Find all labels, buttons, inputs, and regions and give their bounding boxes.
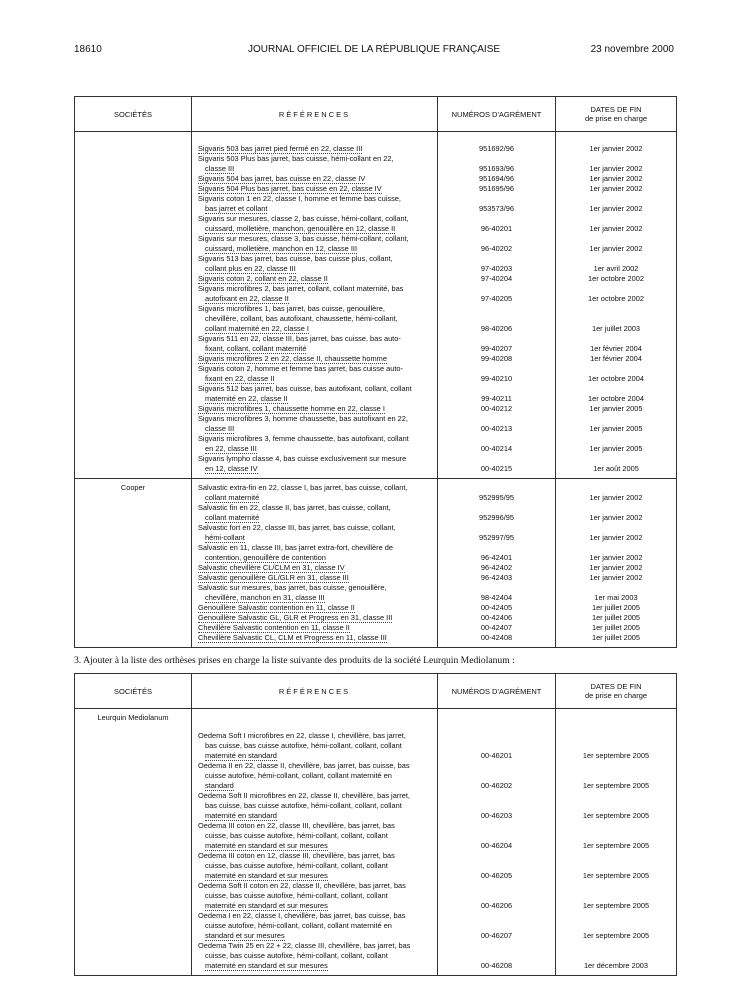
reference-line [198,851,433,861]
reference-text: Sigvaris sur mesures, classe 3, bas cuisse, hémi-collant, collant, [198,234,409,243]
reference-line [198,344,433,354]
header-references [192,674,438,709]
agrement-number: 953573/96 [479,204,514,213]
reference-entry [198,613,433,623]
reference-line [198,731,433,741]
header-dates-line2: de prise en charge [584,114,648,123]
agrement-number: 97-40204 [480,274,513,283]
agrement-number: 00-40214 [480,444,513,453]
reference-text: Salvastic extra-fin en 22, classe I, bas jarret, bas cuisse, collant, [198,483,408,492]
agrement-number: 96-40202 [480,244,513,253]
reference-text: cuissard, molletière, manchon, genouillère en 12, classe II [205,224,396,233]
end-date: 1er janvier 2002 [589,573,643,582]
reference-text: bas jarret et collant [205,204,268,213]
company-group-row [75,479,677,648]
header-numeros: NUMÉROS D'AGRÉMENT [438,97,556,132]
reference-line [198,454,433,464]
header-dates [556,97,677,132]
reference-text: Oedema Twin 25 en 22 + 22, classe III, chevillère, bas jarret, bas [198,941,411,950]
header-references-label: RÉFÉRENCES [278,686,351,696]
reference-line [198,483,433,493]
reference-text: Salvastic fin en 22, classe II, bas jarret, bas cuisse, collant, [198,503,391,512]
reference-line [198,613,433,623]
agrement-number-cell [438,709,556,976]
reference-text: classe III [205,424,235,433]
products-table-1 [74,96,677,648]
reference-entry [198,404,433,414]
end-date: 1er septembre 2005 [582,841,650,850]
reference-line [198,921,433,931]
reference-entry [198,583,433,603]
agrement-number: 951692/96 [479,144,514,153]
reference-line [198,154,433,164]
reference-text: Sigvaris microfibres 1, bas jarret, bas cuisse, genouillère, [198,304,385,313]
reference-entry [198,573,433,583]
reference-text: Salvastic en 11, classe III, bas jarret extra-fort, chevillère de [198,543,393,552]
reference-text: Sigvaris microfibres 3, homme chaussette, bas autofixant en 22, [198,414,408,423]
reference-line [198,493,433,503]
reference-text: Genouillère Salvastic GL, GLR et Progress en 31, classe III [198,613,393,622]
end-date: 1er décembre 2003 [583,961,649,970]
reference-line [198,941,433,951]
reference-line [198,294,433,304]
reference-line [198,901,433,911]
reference-line [198,523,433,533]
reference-text: Sigvaris 503 bas jarret pied fermé en 22, classe III [198,144,363,153]
reference-text: maternité en standard et sur mesures [205,841,328,850]
reference-entry [198,941,433,971]
agrement-number: 00-42405 [480,603,513,612]
reference-line [198,801,433,811]
reference-line [198,364,433,374]
end-date: 1er septembre 2005 [582,781,650,790]
reference-text: Salvastic fort en 22, classe III, bas jarret, bas cuisse, collant, [198,523,396,532]
reference-text: cuisse, bas cuisse autofixe, hémi-collant, collant, collant [205,891,388,900]
references-cell [192,709,438,976]
reference-line [198,184,433,194]
agrement-number: 00-46204 [480,841,513,850]
agrement-number: 00-42408 [480,633,513,642]
agrement-number: 952997/95 [479,533,514,542]
products-table-2 [74,673,677,976]
reference-entry [198,881,433,911]
reference-entry [198,194,433,214]
reference-line [198,751,433,761]
reference-entry [198,284,433,304]
reference-text: collant maternité en 22, classe I [205,324,309,333]
reference-text: collant maternité [205,493,260,502]
reference-entry [198,274,433,284]
reference-line [198,951,433,961]
reference-text: Oedema II en 22, classe II, chevillère, bas jarret, bas cuisse, bas [198,761,410,770]
reference-text: Oedema Soft II microfibres en 22, classe II, chevillère, bas jarret, [198,791,410,800]
reference-entry [198,414,433,434]
reference-text: bas cuisse, bas cuisse autofixe, hémi-collant, collant, collant [205,741,402,750]
reference-entry [198,434,433,454]
reference-text: Salvastic sur mesures, bas jarret, bas cuisse, genouillère, [198,583,387,592]
reference-text: cuissard, molletière, manchon en 12, classe III [205,244,357,253]
reference-text: Sigvaris 512 bas jarret, bas cuisse, bas autofixant, collant, collant [198,384,412,393]
agrement-number: 97-40203 [480,264,513,273]
reference-text: contention, genouillère de contention [205,553,326,562]
reference-text: Sigvaris coton 2, collant en 22, classe II [198,274,328,283]
reference-line [198,264,433,274]
reference-line [198,791,433,801]
reference-text: maternité en 22, classe II [205,394,288,403]
reference-entry [198,603,433,613]
end-date: 1er janvier 2002 [589,184,643,193]
agrement-number: 98-42404 [480,593,513,602]
reference-entry [198,911,433,941]
agrement-number: 99-40210 [480,374,513,383]
agrement-number: 97-40205 [480,294,513,303]
reference-line [198,831,433,841]
journal-title: JOURNAL OFFICIEL DE LA RÉPUBLIQUE FRANÇAISE [247,44,501,55]
reference-text: en 12, classe IV [205,464,258,473]
reference-line [198,324,433,334]
reference-line [198,204,433,214]
reference-text: Sigvaris coton 2, homme et femme bas jarret, bas cuisse auto- [198,364,403,373]
reference-entry [198,851,433,881]
company-cell: Leurquin Mediolanum [75,709,192,976]
agrement-number: 98-40206 [480,324,513,333]
reference-line [198,144,433,154]
agrement-number: 952995/95 [479,493,514,502]
agrement-number-cell [438,479,556,648]
reference-entry [198,503,433,523]
reference-text: Salvastic chevillère CL/CLM en 31, classe IV [198,563,345,572]
reference-text: fixant en 22, classe II [205,374,275,383]
reference-line [198,444,433,454]
end-date: 1er janvier 2002 [589,553,643,562]
end-date: 1er septembre 2005 [582,811,650,820]
reference-line [198,274,433,284]
reference-text: en 22, classe III [205,444,257,453]
reference-text: chevillère, collant, bas autofixant, chaussette, hémi-collant, [205,314,398,323]
reference-line [198,911,433,921]
reference-line [198,224,433,234]
end-date: 1er janvier 2002 [589,563,643,572]
reference-entry [198,633,433,643]
reference-text: Sigvaris microfibres 1, chaussette homme en 22, classe I [198,404,385,413]
reference-line [198,543,433,553]
reference-text: Sigvaris microfibres 2 en 22, classe II, chaussette homme [198,354,387,363]
reference-text: Sigvaris coton 1 en 22, classe I, homme et femme bas cuisse, [198,194,401,203]
reference-text: Sigvaris 504 bas jarret, bas cuisse en 22, classe IV [198,174,366,183]
reference-line [198,244,433,254]
agrement-number: 00-46208 [480,961,513,970]
agrement-number: 00-46206 [480,901,513,910]
reference-line [198,533,433,543]
agrement-number: 96-40201 [480,224,513,233]
reference-entry [198,623,433,633]
reference-entry [198,761,433,791]
reference-entry [198,304,433,334]
company-cell: Cooper [75,479,192,648]
reference-entry [198,731,433,761]
publication-date: 23 novembre 2000 [590,44,674,55]
end-date: 1er janvier 2002 [589,204,643,213]
reference-text: Sigvaris microfibres 3, femme chaussette, bas autofixant, collant [198,434,409,443]
end-date: 1er octobre 2002 [588,274,644,283]
reference-line [198,234,433,244]
reference-text: standard et sur mesures [205,931,285,940]
agrement-number: 952996/95 [479,513,514,522]
reference-text: fixant, collant, collant maternité [205,344,307,353]
header-societes: SOCIÉTÉS [75,674,192,709]
reference-text: Salvastic genouillère GL/GLR en 31, classe III [198,573,349,582]
reference-line [198,164,433,174]
agrement-number: 00-46203 [480,811,513,820]
reference-entry [198,234,433,254]
reference-line [198,871,433,881]
reference-line [198,633,433,643]
reference-entry [198,254,433,274]
agrement-number: 951693/96 [479,164,514,173]
reference-line [198,841,433,851]
reference-line [198,334,433,344]
agrement-number: 99-40207 [480,344,513,353]
reference-text: Chevillère Salvastic contention en 11, classe II [198,623,350,632]
reference-text: autofixant en 22, classe II [205,294,289,303]
header-references-label: RÉFÉRENCES [278,109,351,119]
reference-text: Sigvaris 513 bas jarret, bas cuisse, bas cuisse plus, collant, [198,254,393,263]
header-dates [556,674,677,709]
end-date: 1er juillet 2003 [591,324,641,333]
reference-text: cuisse autofixe, hémi-collant, collant, collant maternité en [205,771,392,780]
reference-line [198,434,433,444]
end-date: 1er septembre 2005 [582,901,650,910]
reference-text: cuisse, bas cuisse autofixe, hémi-collant, collant, collant [205,861,388,870]
end-date: 1er janvier 2002 [589,513,643,522]
reference-entry [198,154,433,174]
reference-text: collant plus en 22, classe III [205,264,296,273]
reference-line [198,384,433,394]
end-date: 1er février 2004 [590,354,642,363]
reference-line [198,881,433,891]
company-cell [75,132,192,479]
reference-line [198,394,433,404]
agrement-number: 00-40212 [480,404,513,413]
reference-entry [198,483,433,503]
end-date: 1er septembre 2005 [582,871,650,880]
reference-line [198,464,433,474]
reference-entry [198,543,433,563]
company-group-row [75,709,677,976]
reference-line [198,741,433,751]
reference-line [198,503,433,513]
references-cell [192,132,438,479]
end-date: 1er janvier 2005 [589,424,643,433]
end-date-cell [556,709,677,976]
end-date: 1er octobre 2004 [588,394,644,403]
end-date: 1er janvier 2002 [589,533,643,542]
reference-text: cuisse, bas cuisse autofixe, hémi-collant, collant, collant [205,831,388,840]
reference-text: chevillère, manchon en 31, classe III [205,593,325,602]
reference-text: cuisse autofixe, hémi-collant, collant, collant maternité en [205,921,392,930]
agrement-number-cell [438,132,556,479]
reference-text: Sigvaris 503 Plus bas jarret, bas cuisse, hémi-collant en 22, [198,154,394,163]
reference-text: maternité en standard et sur mesures [205,871,328,880]
references-cell [192,479,438,648]
reference-line [198,811,433,821]
end-date-cell [556,132,677,479]
company-group-row [75,132,677,479]
reference-text: Oedema Soft II coton en 22, classe II, chevillère, bas jarret, bas [198,881,406,890]
reference-text: maternité en standard et sur mesures [205,901,328,910]
reference-line [198,891,433,901]
reference-line [198,404,433,414]
reference-text: standard [205,781,234,790]
reference-text: cuisse, bas cuisse autofixe, hémi-collant, collant, collant [205,951,388,960]
end-date: 1er septembre 2005 [582,931,650,940]
reference-line [198,563,433,573]
header-references [192,97,438,132]
reference-line [198,781,433,791]
reference-text: Genouillère Salvastic contention en 11, classe II [198,603,355,612]
end-date: 1er juillet 2005 [591,613,641,622]
header-dates-line1: DATES DE FIN [590,105,642,114]
reference-entry [198,364,433,384]
reference-text: Sigvaris microfibres 2, bas jarret, collant, collant maternité, bas [198,284,404,293]
reference-text: classe III [205,164,235,173]
header-societes: SOCIÉTÉS [75,97,192,132]
reference-text: Oedema I en 22, classe I, chevillère, bas jarret, bas cuisse, bas [198,911,406,920]
reference-text: hémi-collant [205,533,245,542]
reference-entry [198,354,433,364]
agrement-number: 00-42407 [480,623,513,632]
end-date: 1er janvier 2002 [589,244,643,253]
reference-entry [198,214,433,234]
agrement-number: 00-46201 [480,751,513,760]
page-number: 18610 [74,44,102,55]
reference-text: bas cuisse, bas cuisse autofixe, hémi-collant, collant, collant [205,801,402,810]
reference-line [198,174,433,184]
reference-entry [198,144,433,154]
agrement-number: 96-42403 [480,573,513,582]
reference-line [198,194,433,204]
end-date: 1er octobre 2002 [588,294,644,303]
reference-line [198,821,433,831]
reference-entry [198,563,433,573]
end-date: 1er janvier 2002 [589,144,643,153]
end-date: 1er juillet 2005 [591,633,641,642]
reference-text: Chevillère Salvastic CL, CLM et Progress en 11, classe III [198,633,387,642]
agrement-number: 99-40208 [480,354,513,363]
end-date: 1er janvier 2005 [589,444,643,453]
reference-line [198,304,433,314]
end-date: 1er septembre 2005 [582,751,650,760]
agrement-number: 951695/96 [479,184,514,193]
reference-entry [198,334,433,354]
end-date: 1er février 2004 [590,344,642,353]
reference-text: Sigvaris sur mesures, classe 2, bas cuisse, hémi-collant, collant, [198,214,409,223]
agrement-number: 99-40211 [481,394,512,403]
reference-line [198,931,433,941]
reference-line [198,284,433,294]
reference-line [198,214,433,224]
reference-line [198,583,433,593]
reference-text: Sigvaris lympho classe 4, bas cuisse exclusivement sur mesure [198,454,407,463]
reference-entry [198,384,433,404]
reference-text: maternité en standard [205,751,277,760]
reference-line [198,771,433,781]
reference-text: Oedema III coton en 12, classe III, chevillère, bas jarret, bas [198,851,395,860]
reference-line [198,414,433,424]
end-date: 1er juillet 2005 [591,623,641,632]
reference-line [198,861,433,871]
reference-line [198,354,433,364]
reference-line [198,603,433,613]
end-date: 1er juillet 2005 [591,603,641,612]
end-date: 1er octobre 2004 [588,374,644,383]
agrement-number: 96-42401 [480,553,513,562]
reference-text: collant maternité [205,513,260,522]
reference-text: Sigvaris 511 en 22, classe III, bas jarret, bas cuisse, bas auto- [198,334,401,343]
reference-line [198,623,433,633]
reference-line [198,513,433,523]
agrement-number: 00-46207 [480,931,513,940]
page-header [74,44,674,58]
reference-entry [198,184,433,194]
reference-line [198,374,433,384]
header-numeros: NUMÉROS D'AGRÉMENT [438,674,556,709]
agrement-number: 00-46205 [480,871,513,880]
reference-text: maternité en standard [205,811,277,820]
reference-text: maternité en standard et sur mesures [205,961,328,970]
end-date: 1er janvier 2002 [589,164,643,173]
table-header-row [75,97,677,132]
reference-text: Sigvaris 504 Plus bas jarret, bas cuisse en 22, classe IV [198,184,382,193]
agrement-number: 951694/96 [479,174,514,183]
agrement-number: 00-40213 [480,424,513,433]
reference-text: Oedema Soft I microfibres en 22, classe I, chevillère, bas jarret, [198,731,406,740]
reference-line [198,314,433,324]
reference-line [198,761,433,771]
agrement-number: 00-42406 [480,613,513,622]
end-date-cell [556,479,677,648]
reference-entry [198,174,433,184]
end-date: 1er avril 2002 [593,264,639,273]
end-date: 1er janvier 2005 [589,404,643,413]
header-dates-line1: DATES DE FIN [590,682,642,691]
end-date: 1er janvier 2002 [589,493,643,502]
end-date: 1er janvier 2002 [589,174,643,183]
reference-line [198,254,433,264]
reference-line [198,593,433,603]
reference-entry [198,821,433,851]
reference-line [198,553,433,563]
agrement-number: 96-42402 [480,563,513,572]
table-header-row [75,674,677,709]
agrement-number: 00-46202 [480,781,513,790]
reference-entry [198,791,433,821]
header-dates-line2: de prise en charge [584,691,648,700]
reference-line [198,961,433,971]
reference-line [198,424,433,434]
agrement-number: 00-40215 [480,464,513,473]
end-date: 1er janvier 2002 [589,224,643,233]
reference-line [198,573,433,583]
end-date: 1er août 2005 [593,464,639,473]
instruction-paragraph: 3. Ajouter à la liste des orthèses prises en charge la liste suivante des produits de la société Leurquin Mediolanum : [74,655,515,666]
reference-text: Oedema III coton en 22, classe III, chevillère, bas jarret, bas [198,821,395,830]
reference-entry [198,454,433,474]
end-date: 1er mai 2003 [594,593,638,602]
reference-entry [198,523,433,543]
